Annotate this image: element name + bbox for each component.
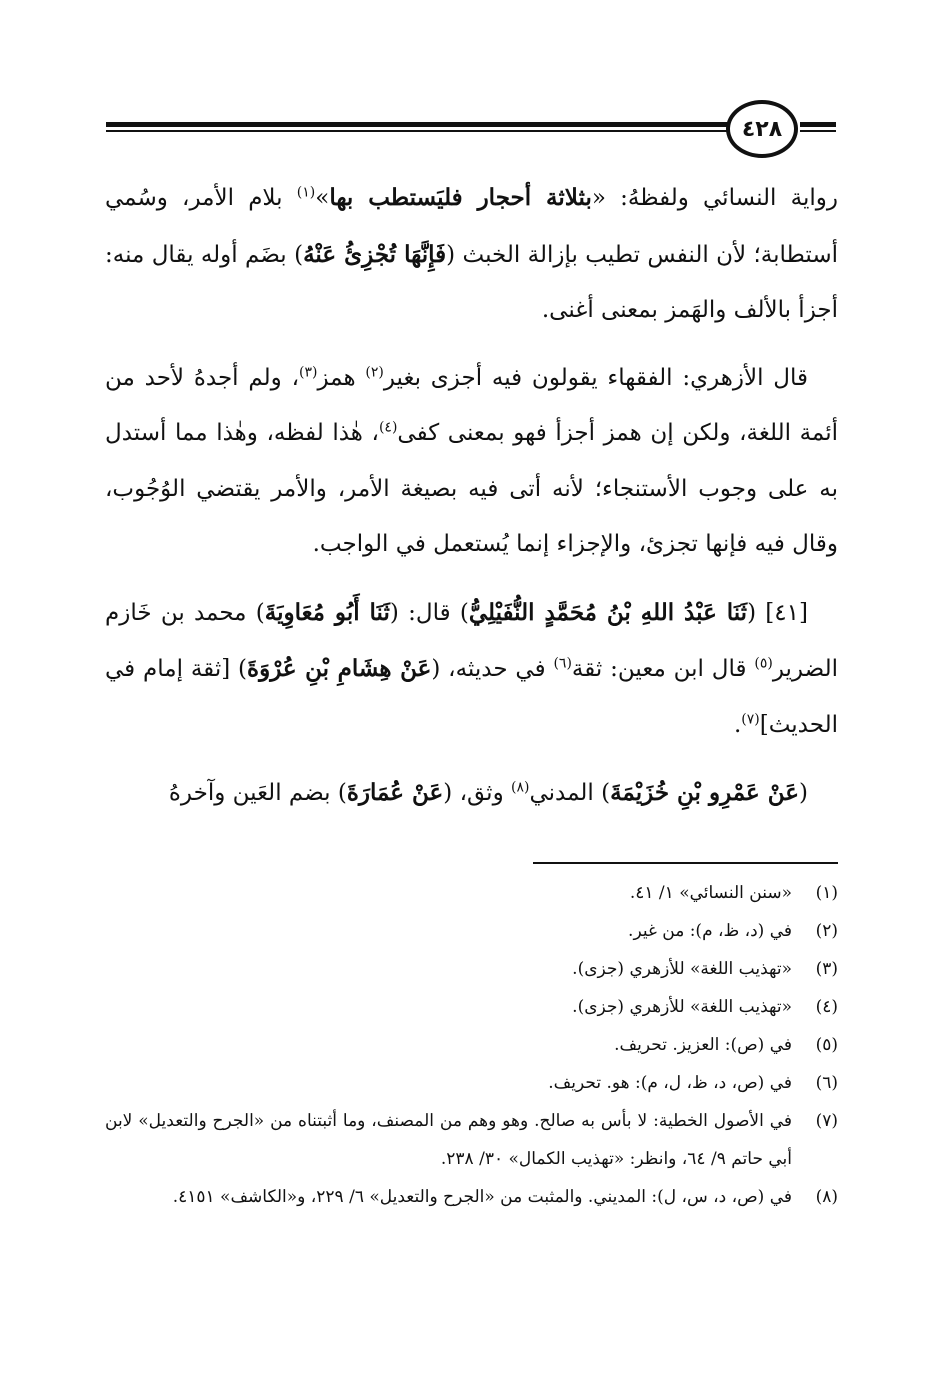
footnote-ref: (٧) [741,710,760,727]
paragraph-4 [105,765,838,822]
footnote-ref: (٤) [378,419,398,436]
footnote-number: (٧) [815,1111,838,1131]
text-run: قال ابن معين: ثقة [571,656,755,682]
footnote-ref: (٥) [754,655,773,672]
footnote-number: (٦) [815,1073,838,1093]
footnote-ref: (٦) [553,655,572,672]
text-run: ) المدني [529,780,611,806]
page-header [0,95,944,165]
text-run: قال الأزهري: الفقهاء يقولون فيه أجزى بغير [383,364,809,391]
narrator-name: عَنْ عُمَارَةَ [346,779,444,806]
footnote-text: في الأصول الخطية: لا بأس به صالح. وهو وهم من المصنف، وما أثبتناه من «الجرح والتعديل» لابن أبي حاتم ٩/ ٦٤، وانظر: «تهذيب الكمال» ٣٠/ ٢٣٨. [105,1111,792,1169]
narrator-name: عَنْ هِشَامِ بْنِ عُرْوَةَ [247,655,432,682]
paragraph-2 [105,351,838,573]
narrator-name: ثَنَا عَبْدُ اللهِ بْنُ مُحَمَّدٍ النُّفَيْلِيُّ [468,598,748,626]
footnote-item [105,1102,838,1178]
footnote-number: (٤) [815,997,838,1017]
footnote-number: (٨) [815,1187,838,1207]
footnote-text: «سنن النسائي» ١/ ٤١. [629,883,792,903]
footnote-text: في (ص، د، س، ل): المديني. والمثبت من «الجرح والتعديل» ٦/ ٢٢٩، و«الكاشف» ٤١٥١. [172,1187,792,1207]
footnote-item [105,1178,838,1216]
matn-quote: فَإِنَّهَا تُجْزِئُ عَنْهُ [303,240,447,268]
text-run: ( [799,780,808,806]
footnote-ref: (٢) [365,363,384,380]
footnote-text: «تهذيب اللغة» للأزهري (جزى). [572,997,792,1017]
text-run: ) [ثقة إمام في الحديث] [105,656,838,738]
footnote-ref: (٣) [299,363,318,380]
footnote-ref: (١) [296,184,316,201]
text-run: . [733,711,742,738]
footnote-ref: (٨) [511,779,530,796]
paragraph-1 [105,170,838,339]
page-number-badge [726,100,798,158]
text-run: ) بضم العَين وآخرهُ [168,780,347,806]
header-rule [106,122,730,127]
text-run: وثق، ( [443,780,511,806]
footnote-item [105,988,838,1026]
footnote-separator [533,862,838,864]
text-run: [٤١] ( [747,599,808,626]
footnote-item [105,874,838,912]
text-run: في حديثه، ( [431,656,554,682]
footnote-item [105,1026,838,1064]
text-run: رواية النسائي ولفظهُ: « [591,185,838,211]
main-text [105,170,838,834]
narrator-name: عَنْ عَمْرِو بْنِ خُزَيْمَةَ [610,779,800,806]
paragraph-3 [105,585,838,754]
footnote-text: في (ص): العزيز. تحريف. [614,1035,792,1055]
text-run: ) قال: ( [389,599,469,626]
header-rule-right [800,122,836,127]
page-number: ٤٢٨ [741,116,783,142]
footnote-number: (١) [815,883,838,903]
text-run: بلام الأمر، وسُمي أستطابة؛ لأن النفس تطيب بإزالة الخبث ( [105,185,838,268]
footnote-item [105,950,838,988]
footnotes-list [105,874,838,1216]
text-run: » [315,185,330,211]
header-rule-right-thin [800,130,836,132]
footnote-text: «تهذيب اللغة» للأزهري (جزى). [572,959,792,979]
footnote-number: (٢) [815,921,838,941]
text-run: ، ولم أجدهُ لأحد من أئمة اللغة، ولكن إن همز أجزأ فهو بمعنى كفى [105,364,838,446]
footnote-text: في (د، ظ، م): من غير. [628,921,792,941]
narrator-name: ثَنَا أَبُو مُعَاوِيَةَ [264,598,390,626]
text-run: ) بضَم أوله يقال منه: أجزأ بالألف والهَمز بمعنى أغنى. [105,241,838,323]
text-run: ) محمد بن خَازم الضرير [105,599,838,682]
text-run: ، هٰذا لفظه، وهٰذا مما أستدل به على وجوب الأستنجاء؛ لأنه أتى فيه بصيغة الأمر، والأمر يقتضي الوُجُوب، وقال فيه فإنها تجزئ، والإجزاء إنما يُستعمل في الواجب. [105,420,838,557]
footnote-number: (٥) [815,1035,838,1055]
header-rule-thin [106,130,730,132]
footnote-item [105,912,838,950]
footnote-text: في (ص، د، ظ، ل، م): هو. تحريف. [548,1073,792,1093]
footnote-item [105,1064,838,1102]
text-run: همز [317,364,366,391]
hadith-quote: بثلاثة أحجار فليَستطب بها [329,184,592,211]
footnote-number: (٣) [815,959,838,979]
